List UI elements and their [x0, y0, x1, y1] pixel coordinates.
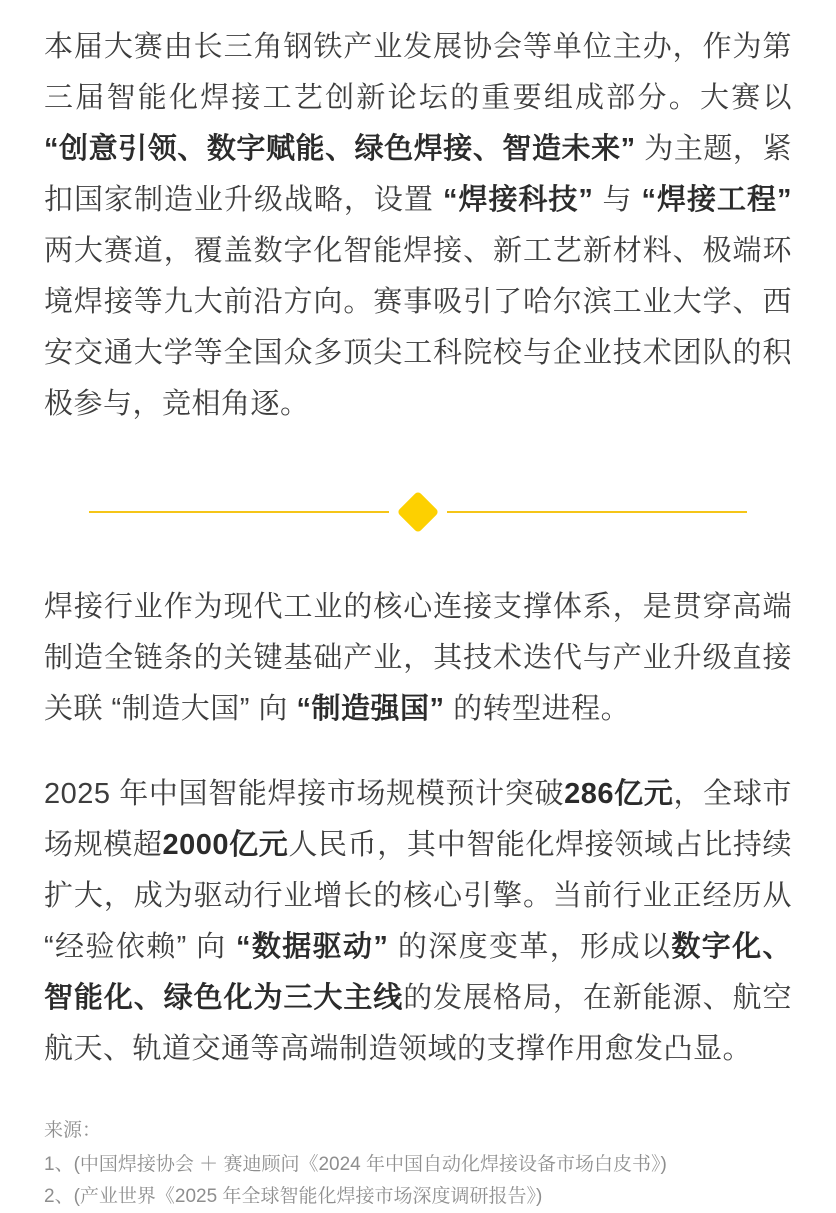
- sources-title: 来源：: [44, 1120, 102, 1141]
- source-item: 2、(产业世界《2025 年全球智能化焊接市场深度调研报告》): [44, 1186, 543, 1207]
- emphasis-text: “数据驱动”: [236, 931, 389, 963]
- emphasis-text: “焊接工程”: [632, 184, 792, 216]
- body-text: 人民币，其中智能化焊接领域占比持续扩大，成为驱动行业增长的核心引擎。当前行业正经历从 “经验依赖” 向: [44, 829, 792, 963]
- source-item: 1、(中国焊接协会 ＋ 赛迪顾问《2024 年中国自动化焊接设备市场白皮书》): [44, 1154, 667, 1175]
- paragraph-spacer: [44, 735, 792, 769]
- emphasis-text: 数字化、智能化、绿色化为三大主线: [44, 931, 792, 1014]
- body-text: 的深度变革，形成以: [388, 931, 672, 963]
- sources-block: [44, 1115, 792, 1213]
- emphasis-text: “焊接科技”: [433, 184, 603, 216]
- divider-diamond-icon: [397, 491, 439, 533]
- paragraph-industry-overview: [44, 582, 792, 735]
- body-text: 焊接行业作为现代工业的核心连接支撑体系，是贯穿高端制造全链条的关键基础产业，其技术迭代与产业升级直接关联 “制造大国” 向: [44, 591, 792, 725]
- emphasis-text: 286亿元: [564, 778, 674, 810]
- emphasis-text: “创意引领、数字赋能、绿色焊接、智造未来”: [44, 133, 645, 165]
- body-text: 2025 年中国智能焊接市场规模预计突破: [44, 778, 565, 810]
- section-divider: [44, 482, 792, 542]
- emphasis-text: 2000亿元: [162, 829, 289, 861]
- body-text: 为主题，紧扣国家制造业升级战略，设置: [44, 133, 792, 216]
- divider-line-right: [447, 511, 747, 513]
- body-text: 两大赛道，覆盖数字化智能焊接、新工艺新材料、极端环境焊接等九大前沿方向。赛事吸引了哈尔滨工业大学、西安交通大学等全国众多顶尖工科院校与企业技术团队的积极参与，竞相角逐。: [44, 235, 792, 420]
- paragraph-market-size: [44, 769, 792, 1075]
- body-text: 与: [602, 184, 633, 216]
- paragraph-competition-intro: [44, 22, 792, 430]
- body-text: ，全球市场规模超: [44, 778, 792, 861]
- divider-line-left: [89, 511, 389, 513]
- emphasis-text: “制造强国”: [296, 693, 445, 725]
- body-text: 的发展格局，在新能源、航空航天、轨道交通等高端制造领域的支撑作用愈发凸显。: [44, 982, 792, 1065]
- body-text: 本届大赛由长三角钢铁产业发展协会等单位主办，作为第三届智能化焊接工艺创新论坛的重要组成部分。大赛以: [44, 31, 792, 114]
- body-text: 的转型进程。: [444, 693, 631, 725]
